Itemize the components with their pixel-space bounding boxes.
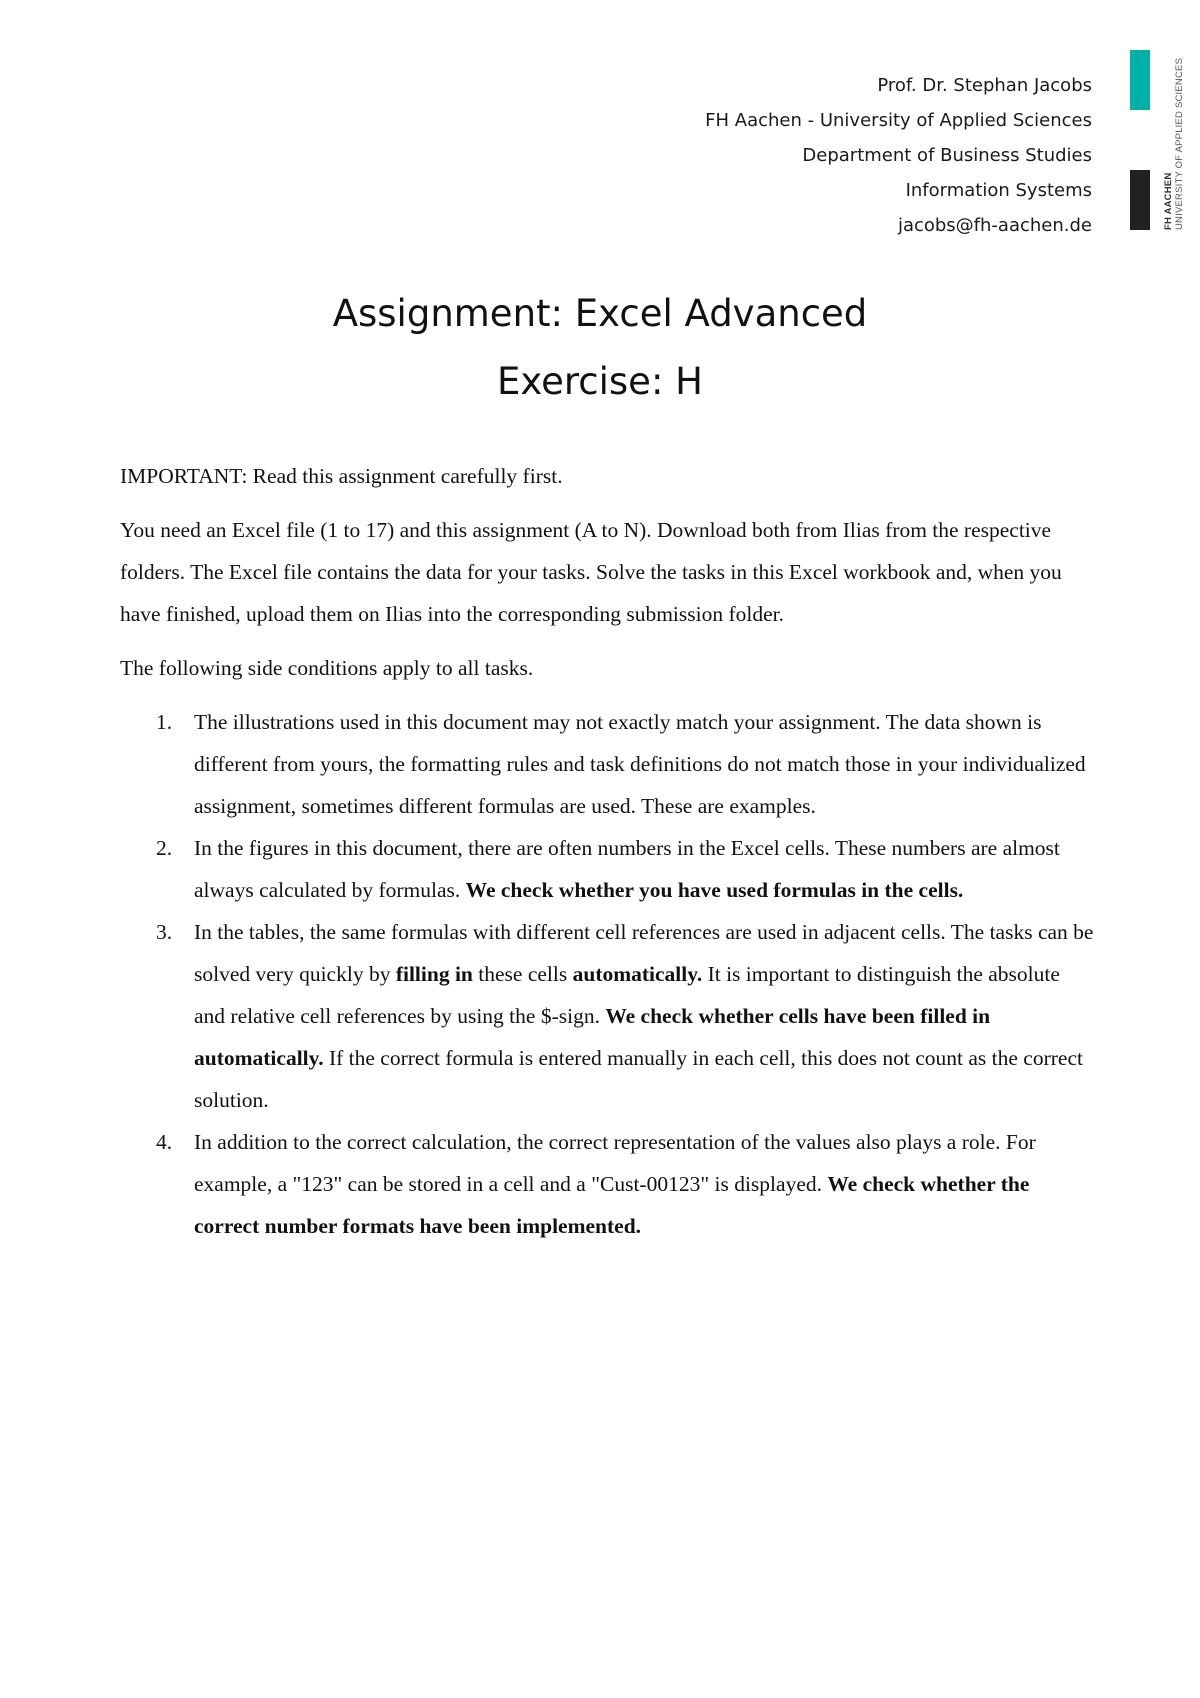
logo-brand-text: FH AACHEN <box>1163 172 1174 230</box>
author-email: jacobs@fh-aachen.de <box>897 215 1092 236</box>
list-item-text: In the tables, the same formulas with different cell references are used in adjacent cells. The tasks can be solved very quickly by <box>194 920 1094 986</box>
list-item <box>120 701 1095 827</box>
list-item <box>120 911 1095 1121</box>
list-item-emphasis: We check whether you have used formulas in the cells. <box>465 878 964 902</box>
intro-paragraph: You need an Excel file (1 to 17) and this assignment (A to N). Download both from Ilias from the respective folders. The Excel file contains the data for your tasks. Solve the tasks in this Excel workbook and, when you have finished, upload them on Ilias into the corresponding submission folder. <box>120 518 1062 626</box>
author-name: Prof. Dr. Stephan Jacobs <box>877 75 1092 96</box>
logo-dark-bar <box>1130 170 1150 230</box>
exercise-title: Exercise: H <box>496 360 703 403</box>
assignment-title: Assignment: Excel Advanced <box>332 292 868 335</box>
important-note: IMPORTANT: Read this assignment carefully first. <box>120 464 563 488</box>
list-item-number: 3. <box>156 920 173 944</box>
list-item-emphasis: We check whether the correct number formats have been implemented. <box>194 1172 1030 1238</box>
list-item-emphasis: filling in <box>395 962 473 986</box>
list-item-number: 2. <box>156 836 173 860</box>
list-item <box>120 1121 1095 1247</box>
author-contact-block <box>705 68 1092 243</box>
list-item-emphasis: We check whether cells have been filled in automatically. <box>194 1004 991 1070</box>
list-item-text: If the correct formula is entered manually in each cell, this does not count as the correct solution. <box>194 1046 1083 1112</box>
department-name: Department of Business Studies <box>802 145 1092 166</box>
list-item-number: 1. <box>156 710 173 734</box>
list-item-text: It is important to distinguish the absolute and relative cell references by using the $-sign. <box>194 962 1060 1028</box>
logo-teal-bar <box>1130 50 1150 110</box>
list-item-text: In the figures in this document, there are often numbers in the Excel cells. These numbers are almost always calculated by formulas. <box>194 836 1060 902</box>
logo-subtitle-text: UNIVERSITY OF APPLIED SCIENCES <box>1174 57 1185 230</box>
document-title <box>0 280 1200 416</box>
conditions-list <box>120 701 1095 1247</box>
list-item-text: these cells <box>472 962 573 986</box>
conditions-intro: The following side conditions apply to all tasks. <box>120 656 534 680</box>
document-body <box>120 455 1095 1247</box>
fh-aachen-logo <box>1130 50 1190 240</box>
list-item-text: The illustrations used in this document may not exactly match your assignment. The data shown is different from yours, the formatting rules and task definitions do not match those in your individualized assignment, sometimes different formulas are used. These are examples. <box>194 710 1086 818</box>
list-item <box>120 827 1095 911</box>
list-item-emphasis: automatically. <box>572 962 703 986</box>
university-name: FH Aachen - University of Applied Sciences <box>705 110 1092 131</box>
group-name: Information Systems <box>905 180 1092 201</box>
list-item-number: 4. <box>156 1130 173 1154</box>
list-item-text: In addition to the correct calculation, the correct representation of the values also plays a role. For example, a "123" can be stored in a cell and a "Cust-00123" is displayed. <box>194 1130 1036 1196</box>
logo-wordmark <box>1163 58 1185 230</box>
